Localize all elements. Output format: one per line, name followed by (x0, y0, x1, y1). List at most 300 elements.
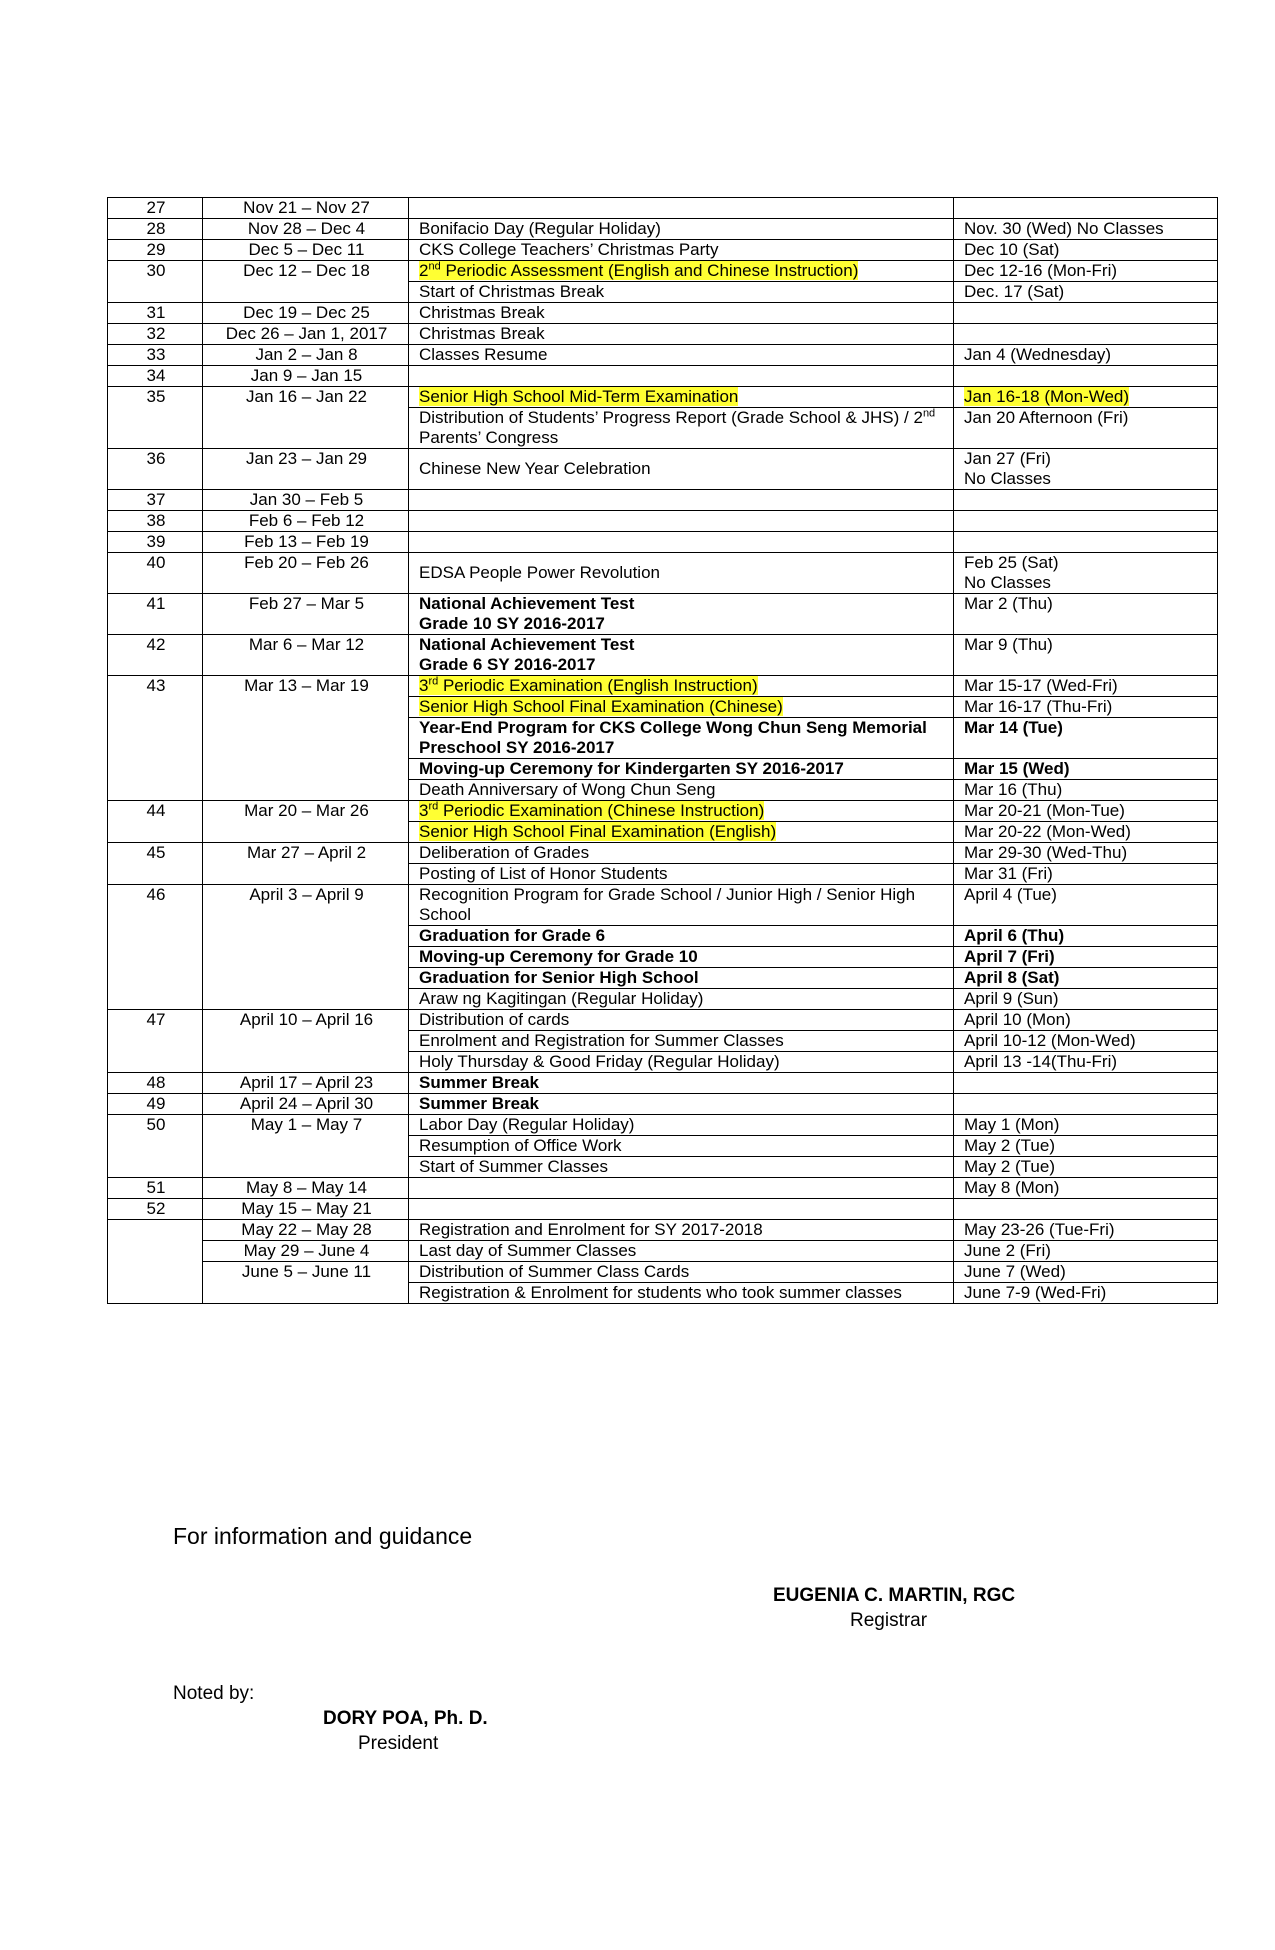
event-cell (409, 240, 954, 261)
event-text (419, 1031, 784, 1050)
date-range-cell (203, 324, 409, 345)
date-range-cell (203, 1220, 409, 1241)
date-range-cell (203, 449, 409, 490)
event-cell (409, 282, 954, 303)
event-text (419, 759, 844, 778)
date-range-cell (203, 1241, 409, 1262)
date-range-cell (203, 240, 409, 261)
date-range-cell (203, 1094, 409, 1115)
event-cell (409, 989, 954, 1010)
date-range-cell (203, 511, 409, 532)
event-date: Feb 25 (Sat) (964, 553, 1059, 572)
event-date: April 9 (Sun) (964, 989, 1059, 1008)
event-title: Year-End Program for CKS College Wong Chun Seng Memorial Preschool SY 2016-2017 (419, 718, 927, 757)
event-title: Recognition Program for Grade School / Junior High / Senior High School (419, 885, 916, 924)
week-date-range: Jan 9 – Jan 15 (250, 366, 363, 385)
week-date-range: Dec 5 – Dec 11 (248, 240, 365, 259)
event-title: Start of Christmas Break (419, 282, 605, 301)
event-text (419, 240, 719, 259)
week-number-cell (108, 1115, 203, 1178)
week-date-range: Jan 30 – Feb 5 (249, 490, 364, 509)
event-date: Mar 16 (Thu) (964, 780, 1063, 799)
table-row (108, 1241, 1218, 1262)
event-title: Christmas Break (419, 324, 545, 343)
table-row (108, 219, 1218, 240)
week-number: 39 (146, 532, 166, 551)
event-text (419, 303, 545, 322)
week-number: 40 (146, 553, 166, 572)
week-date-range: Jan 16 – Jan 22 (246, 387, 367, 406)
table-row (108, 532, 1218, 553)
table-row (108, 1115, 1218, 1136)
event-date: June 2 (Fri) (964, 1241, 1051, 1260)
week-number: 38 (146, 511, 166, 530)
event-text (419, 1073, 539, 1092)
week-date-range: Mar 6 – Mar 12 (248, 635, 365, 654)
table-row (108, 553, 1218, 594)
event-cell (409, 303, 954, 324)
week-number-cell (108, 324, 203, 345)
superscript (428, 801, 438, 813)
event-date-cell (954, 490, 1218, 511)
event-cell (409, 198, 954, 219)
event-date: Jan 16-18 (Mon-Wed) (964, 387, 1130, 406)
table-row (108, 261, 1218, 282)
event-text (419, 676, 758, 695)
event-cell (409, 532, 954, 553)
event-text (419, 989, 703, 1008)
table-row (108, 1262, 1218, 1283)
event-title: Moving-up Ceremony for Grade 10 (419, 947, 698, 966)
week-number-cell (108, 635, 203, 676)
event-date-cell (954, 947, 1218, 968)
event-title: Christmas Break (419, 303, 545, 322)
event-title: Death Anniversary of Wong Chun Seng (419, 780, 716, 799)
registrar-role: Registrar (850, 1610, 928, 1631)
date-range-cell (203, 261, 409, 303)
week-date-range: May 1 – May 7 (250, 1115, 363, 1134)
event-text (419, 324, 545, 343)
week-number: 50 (146, 1115, 166, 1134)
event-date-cell (954, 864, 1218, 885)
table-row (108, 801, 1218, 822)
event-date-cell (954, 1262, 1218, 1283)
date-range-cell (203, 1199, 409, 1220)
week-number: 49 (146, 1094, 166, 1113)
date-range-cell (203, 885, 409, 1010)
event-text (419, 635, 634, 654)
week-number: 46 (146, 885, 166, 904)
event-cell (409, 1094, 954, 1115)
event-date-cell (954, 449, 1218, 490)
event-cell (409, 1073, 954, 1094)
ordinal-suffix: nd (922, 407, 936, 420)
table-row (108, 198, 1218, 219)
week-number-cell (108, 1220, 203, 1304)
week-number: 51 (146, 1178, 166, 1197)
event-cell (409, 968, 954, 989)
week-number-cell (108, 449, 203, 490)
week-number-cell (108, 801, 203, 843)
event-text (419, 1136, 622, 1155)
event-date: Mar 15-17 (Wed-Fri) (964, 676, 1118, 695)
event-cell (409, 676, 954, 697)
table-row (108, 324, 1218, 345)
event-date-cell (954, 532, 1218, 553)
ordinal-suffix: rd (428, 675, 439, 688)
week-number-cell (108, 553, 203, 594)
week-date-range: Jan 2 – Jan 8 (255, 345, 358, 364)
event-date: May 8 (Mon) (964, 1178, 1060, 1197)
event-date-cell (954, 303, 1218, 324)
week-number-cell (108, 240, 203, 261)
week-number: 44 (146, 801, 166, 820)
event-date-cell (954, 1241, 1218, 1262)
event-title: Classes Resume (419, 345, 548, 364)
week-number: 48 (146, 1073, 166, 1092)
table-row (108, 1178, 1218, 1199)
event-cell (409, 780, 954, 801)
event-date-cell (954, 1031, 1218, 1052)
date-range-cell (203, 1262, 409, 1304)
superscript (923, 408, 935, 420)
event-date-cell (954, 1199, 1218, 1220)
event-text (419, 261, 858, 280)
week-number-cell (108, 303, 203, 324)
event-cell (409, 408, 954, 449)
event-date-cell (954, 408, 1218, 449)
week-number: 52 (146, 1199, 166, 1218)
event-title: EDSA People Power Revolution (419, 563, 660, 582)
date-range-cell (203, 801, 409, 843)
event-date-cell (954, 1220, 1218, 1241)
event-title: Chinese New Year Celebration (419, 459, 651, 478)
event-title: Last day of Summer Classes (419, 1241, 637, 1260)
event-cell (409, 553, 954, 594)
event-title: Senior High School Final Examination (English) (419, 822, 777, 841)
event-date-cell (954, 366, 1218, 387)
event-ordinal: 3 (419, 801, 429, 820)
date-range-cell (203, 387, 409, 449)
event-title: Senior High School Final Examination (Chinese) (419, 697, 783, 716)
event-cell (409, 219, 954, 240)
event-cell (409, 449, 954, 490)
event-text (419, 968, 699, 987)
table-row (108, 1010, 1218, 1031)
ordinal-suffix: nd (428, 260, 441, 273)
event-text (419, 1220, 763, 1239)
event-date-cell (954, 635, 1218, 676)
event-date-cell (954, 1094, 1218, 1115)
table-row (108, 240, 1218, 261)
event-text (419, 926, 605, 945)
event-date-cell (954, 282, 1218, 303)
event-text (419, 1241, 636, 1260)
week-date-range: Mar 20 – Mar 26 (244, 801, 369, 820)
date-range-cell (203, 219, 409, 240)
event-text (419, 822, 776, 841)
event-cell (409, 864, 954, 885)
event-subtitle: Grade 6 SY 2016-2017 (419, 655, 596, 674)
event-ordinal: 3 (419, 676, 429, 695)
event-title: Distribution of Summer Class Cards (419, 1262, 690, 1281)
table-row (108, 1073, 1218, 1094)
event-text (419, 1262, 689, 1281)
week-number-cell (108, 345, 203, 366)
event-title: Enrolment and Registration for Summer Classes (419, 1031, 784, 1050)
event-cell (409, 635, 954, 676)
week-date-range: Feb 13 – Feb 19 (244, 532, 369, 551)
date-range-cell (203, 345, 409, 366)
event-text (419, 563, 660, 582)
event-date-cell (954, 1052, 1218, 1073)
event-text (419, 1010, 569, 1029)
week-number: 30 (146, 261, 166, 280)
event-text (419, 947, 698, 966)
event-date: Jan 20 Afternoon (Fri) (964, 408, 1129, 427)
table-row (108, 1199, 1218, 1220)
event-date-note: No Classes (964, 573, 1051, 592)
event-text (419, 1115, 634, 1134)
event-date-cell (954, 1283, 1218, 1304)
event-date-cell (954, 1115, 1218, 1136)
table-row (108, 345, 1218, 366)
week-number: 35 (146, 387, 166, 406)
event-text (419, 594, 634, 613)
event-date-cell (954, 676, 1218, 697)
week-number: 37 (146, 490, 166, 509)
week-date-range: May 29 – June 4 (243, 1241, 370, 1260)
event-text (419, 1094, 539, 1113)
event-title: Graduation for Senior High School (419, 968, 699, 987)
event-text (419, 219, 661, 238)
week-number-cell (108, 1073, 203, 1094)
week-number-cell (108, 387, 203, 449)
president-role: President (358, 1733, 439, 1754)
event-date-cell (954, 240, 1218, 261)
event-title: Distribution of Students’ Progress Report (Grade School & JHS) / 2 (419, 408, 923, 427)
date-range-cell (203, 1073, 409, 1094)
date-range-cell (203, 594, 409, 635)
event-date: April 6 (Thu) (964, 926, 1065, 945)
event-cell (409, 843, 954, 864)
event-title: Periodic Assessment (English and Chinese Instruction) (440, 261, 859, 280)
week-number-cell (108, 366, 203, 387)
event-date-cell (954, 780, 1218, 801)
date-range-cell (203, 490, 409, 511)
date-range-cell (203, 1178, 409, 1199)
event-date: May 2 (Tue) (964, 1157, 1056, 1176)
event-date: Dec 10 (Sat) (964, 240, 1060, 259)
event-date: Mar 31 (Fri) (964, 864, 1053, 883)
table-row (108, 490, 1218, 511)
event-text (419, 864, 668, 883)
table-row (108, 449, 1218, 490)
event-date-cell (954, 553, 1218, 594)
event-date-cell (954, 219, 1218, 240)
event-cell (409, 1241, 954, 1262)
superscript (428, 676, 438, 688)
event-cell (409, 594, 954, 635)
event-cell (409, 801, 954, 822)
event-title: Start of Summer Classes (419, 1157, 608, 1176)
week-date-range: Feb 6 – Feb 12 (248, 511, 365, 530)
event-date: Jan 4 (Wednesday) (964, 345, 1112, 364)
event-title: Deliberation of Grades (419, 843, 590, 862)
event-title: Senior High School Mid-Term Examination (419, 387, 739, 406)
event-date: Mar 9 (Thu) (964, 635, 1053, 654)
event-text (419, 885, 915, 924)
week-date-range: May 15 – May 21 (241, 1199, 372, 1218)
table-row (108, 303, 1218, 324)
event-date-cell (954, 697, 1218, 718)
week-number-cell (108, 198, 203, 219)
event-date-cell (954, 968, 1218, 989)
date-range-cell (203, 1115, 409, 1178)
ordinal-suffix: rd (428, 800, 439, 813)
week-date-range: Dec 19 – Dec 25 (243, 303, 370, 322)
table-row (108, 885, 1218, 926)
event-subtitle: Grade 10 SY 2016-2017 (419, 614, 605, 633)
event-text (419, 1052, 780, 1071)
event-cell (409, 1157, 954, 1178)
table-row (108, 366, 1218, 387)
week-number-cell (108, 261, 203, 303)
event-title: Posting of List of Honor Students (419, 864, 668, 883)
event-cell (409, 511, 954, 532)
event-date: June 7 (Wed) (964, 1262, 1066, 1281)
superscript (428, 261, 440, 273)
week-number: 36 (146, 449, 166, 468)
event-date-cell (954, 594, 1218, 635)
event-cell (409, 261, 954, 282)
date-range-cell (203, 366, 409, 387)
date-range-cell (203, 1010, 409, 1073)
event-date: April 8 (Sat) (964, 968, 1060, 987)
event-date-cell (954, 345, 1218, 366)
week-number: 41 (146, 594, 166, 613)
week-date-range: Feb 20 – Feb 26 (244, 553, 369, 572)
event-cell (409, 1178, 954, 1199)
event-cell (409, 366, 954, 387)
event-title: CKS College Teachers’ Christmas Party (419, 240, 719, 259)
event-date: April 4 (Tue) (964, 885, 1057, 904)
event-text (419, 1157, 608, 1176)
week-number: 34 (146, 366, 166, 385)
event-text (419, 843, 589, 862)
event-title: Registration & Enrolment for students who took summer classes (419, 1283, 902, 1302)
event-date: June 7-9 (Wed-Fri) (964, 1283, 1107, 1302)
event-title: Summer Break (419, 1094, 540, 1113)
event-cell (409, 1262, 954, 1283)
table-row (108, 1094, 1218, 1115)
week-date-range: Feb 27 – Mar 5 (248, 594, 365, 613)
event-date-cell (954, 926, 1218, 947)
week-date-range: May 8 – May 14 (246, 1178, 367, 1197)
event-cell (409, 759, 954, 780)
event-text (419, 387, 738, 406)
event-ordinal: 2 (419, 261, 429, 280)
table-row (108, 594, 1218, 635)
registrar-name: EUGENIA C. MARTIN, RGC (773, 1585, 1016, 1606)
event-text (419, 697, 783, 716)
event-cell (409, 490, 954, 511)
president-name: DORY POA, Ph. D. (323, 1708, 488, 1729)
event-date-cell (954, 759, 1218, 780)
week-date-range: Nov 21 – Nov 27 (243, 198, 370, 217)
week-date-range: Dec 12 – Dec 18 (243, 261, 370, 280)
week-number-cell (108, 1010, 203, 1073)
event-date: April 10-12 (Mon-Wed) (964, 1031, 1136, 1050)
event-date: Mar 29-30 (Wed-Thu) (964, 843, 1128, 862)
event-date: April 7 (Fri) (964, 947, 1055, 966)
week-number: 32 (146, 324, 166, 343)
event-date: April 10 (Mon) (964, 1010, 1071, 1029)
date-range-cell (203, 198, 409, 219)
week-number-cell (108, 885, 203, 1010)
event-title: Araw ng Kagitingan (Regular Holiday) (419, 989, 704, 1008)
event-cell (409, 1220, 954, 1241)
event-date-cell (954, 1178, 1218, 1199)
date-range-cell (203, 676, 409, 801)
event-title: Registration and Enrolment for SY 2017-2018 (419, 1220, 763, 1239)
event-date: Mar 14 (Tue) (964, 718, 1063, 737)
week-date-range: Mar 13 – Mar 19 (244, 676, 369, 695)
event-date: May 2 (Tue) (964, 1136, 1056, 1155)
event-text (419, 801, 764, 820)
event-date: Dec. 17 (Sat) (964, 282, 1065, 301)
event-cell (409, 1136, 954, 1157)
event-date-cell (954, 261, 1218, 282)
event-title: Resumption of Office Work (419, 1136, 622, 1155)
noted-by-label: Noted by: (173, 1683, 255, 1704)
event-date-cell (954, 198, 1218, 219)
event-date-cell (954, 1010, 1218, 1031)
week-number: 29 (146, 240, 166, 259)
event-date: Mar 20-21 (Mon-Tue) (964, 801, 1125, 820)
date-range-cell (203, 532, 409, 553)
table-row (108, 511, 1218, 532)
event-date: Mar 15 (Wed) (964, 759, 1070, 778)
event-cell (409, 926, 954, 947)
event-title: National Achievement Test (419, 635, 635, 654)
event-date-cell (954, 885, 1218, 926)
week-number: 42 (146, 635, 166, 654)
event-title: Moving-up Ceremony for Kindergarten SY 2016-2017 (419, 759, 844, 778)
event-date-cell (954, 989, 1218, 1010)
week-date-range: Dec 26 – Jan 1, 2017 (225, 324, 388, 343)
week-number: 31 (146, 303, 166, 322)
table-row (108, 843, 1218, 864)
event-cell (409, 885, 954, 926)
event-cell (409, 1010, 954, 1031)
event-date: Nov. 30 (Wed) No Classes (964, 219, 1164, 238)
week-number-cell (108, 219, 203, 240)
event-title: National Achievement Test (419, 594, 635, 613)
date-range-cell (203, 635, 409, 676)
week-number-cell (108, 1094, 203, 1115)
week-number: 33 (146, 345, 166, 364)
event-date: May 23-26 (Tue-Fri) (964, 1220, 1115, 1239)
event-date: Dec 12-16 (Mon-Fri) (964, 261, 1118, 280)
school-calendar-table (107, 197, 1218, 1304)
event-title: Holy Thursday & Good Friday (Regular Holiday) (419, 1052, 780, 1071)
event-cell (409, 697, 954, 718)
week-number-cell (108, 594, 203, 635)
week-date-range: April 24 – April 30 (239, 1094, 374, 1113)
event-cell (409, 1052, 954, 1073)
date-range-cell (203, 843, 409, 885)
